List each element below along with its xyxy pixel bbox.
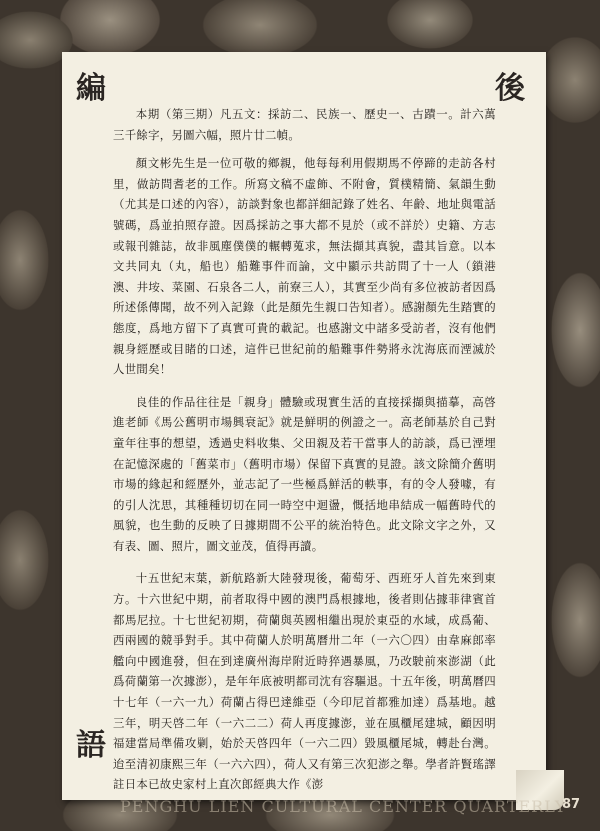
corner-char-bottom-left: 語 (76, 728, 106, 763)
article-body (113, 104, 496, 807)
corner-char-top-right: 後 (495, 71, 525, 106)
paragraph-gao: 良佳的作品往往是「親身」體驗或現實生活的直接採擷與描摹，高啓進老師《馬公舊明市場興衰記》就是鮮明的例證之一。高老師基於自己對童年往事的想望，透過史料收集、父田親及若干當事人的訪談，爲已湮埋在記憶深處的「舊菜市」（舊明市場）保留下真實的見證。該文除簡介舊明市場的緣起和經歷外，並志記了一些極爲鮮活的軼事，有的令人發噱，有的引人沈思，其種種切切在同一時空中迴盪，慨括地串結成一幅舊時代的風貌，也生動的反映了日據期間不公平的統治特色。此文除文字之外，又有表、圖、照片，圖文並茂，值得再讀。 (113, 394, 496, 553)
corner-char-top-left: 編 (76, 71, 106, 106)
page-number: 87 (562, 797, 581, 812)
paragraph-summary: 本期（第三期）凡五文：採訪二、民族一、歷史一、古蹟一。計六萬三千餘字，另圖六幅，照片廿二幀。 (113, 107, 496, 142)
paragraph-yan: 顏文彬先生是一位可敬的鄉親，他每每利用假期馬不停蹄的走訪各村里，做訪問耆老的工作。所寫文稿不虛飾、不附會，質樸精簡、氣韻生動（尤其是口述的內容），訪談對象也都詳細記錄了姓名、年齡、地址與電話號碼，爲並拍照存證。因爲採訪之事大都不見於（或不詳於）史籍、方志或報刊雜誌，故非風塵僕僕的輾轉蒐求，無法擷其真貌，盡其旨意。以本文共同丸（丸，船也）船難事件而論，文中顯示共訪問了十一人（鎖港澳、井垵、菜園、石泉各二人，前寮三人），其實至少尚有多位被訪者因爲所述係傳聞，故不列入記錄（此是顏先生親口告知者）。感謝顏先生踏實的態度，爲地方留下了真實可貴的載記。也感謝文中諸多受訪者，沒有他們親身經歷或目睹的口述，這件已世紀前的船難事件勢將永沈海底而湮滅於人世間矣！ (113, 156, 496, 377)
footer-title: PENGHU LIEN CULTURAL CENTER QUARTERLY (120, 797, 567, 816)
paragraph-history: 十五世紀末葉，新航路新大陸發現後，葡萄牙、西班牙人首先來到東方。十六世紀中期，前者取得中國的澳門爲根據地，後者則佔據菲律賓首都馬尼拉。十七世紀初期，荷蘭與英國相繼出現於東亞的水域，成爲葡、西兩國的競爭對手。其中荷蘭人於明萬曆卅二年（一六〇四）由韋麻郎率艦向中國進發，但在到達廣州海岸附近時猝遇暴風，乃改駛前來澎湖（此爲荷蘭第一次據澎），是年年底被明都司沈有容驅退。十五年後，明萬曆四十七年（一六一九）荷蘭占得巴達維亞（今印尼首都雅加達）爲基地。越三年，明天啓二年（一六二二）荷人再度據澎，並在風櫃尾建城，顧因明福建當局準備攻剿，始於天啓四年（一六二四）毀風櫃尾城，轉赴台灣。迨至清初康熙三年（一六六四），荷人又有第三次犯澎之舉。學者許賢瑤譯註日本已故史家村上直次郎經典大作《澎 (113, 571, 496, 792)
